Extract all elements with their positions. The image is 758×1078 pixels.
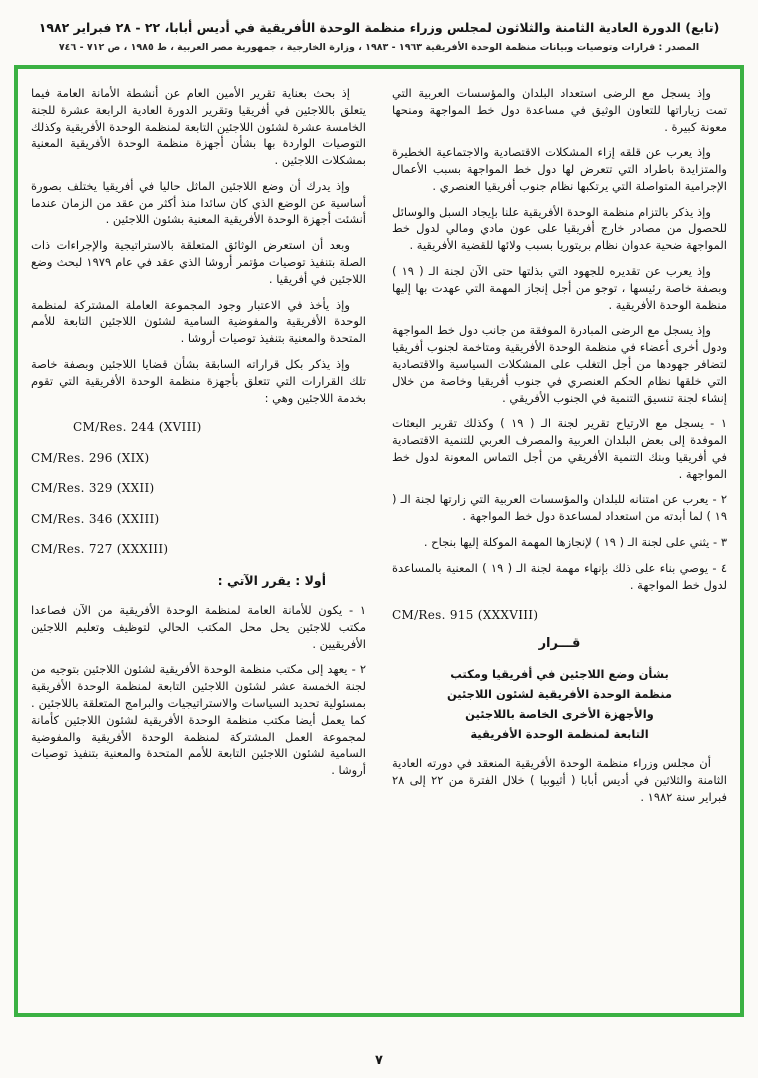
page-number: ٧ [375, 1053, 383, 1068]
document-title: (تابع) الدورة العادية الثامنة والثلاثون لمجلس وزراء منظمة الوحدة الأفريقية في أديس أبابا، ٢٢ - ٢٨ فبراير ١٩٨٢ [38, 20, 720, 35]
paragraph-arusha-documents: وبعد أن استعرض الوثائق المتعلقة بالاستراتيجية والإجراءات ذات الصلة بتنفيذ توصيات مؤتمر أروشا الذي عقد في عام ١٩٧٩ لبحث وضع اللاجئين في أفريقيا . [31, 238, 366, 286]
decision-item-1: ١ - يكون للأمانة العامة لمنظمة الوحدة الأفريقية من الآن فصاعدا مكتب للاجئين يحل محل المكتب الحالي لتوظيف وتعليم اللاجئين الأفريقيين . [31, 603, 366, 651]
paragraph-frontline-initiative: وإذ يسجل مع الرضى المبادرة الموفقة من جانب دول خط المواجهة ودول أخرى أعضاء في منظمة الوحدة الأفريقية ومتاخمة لجنوب أفريقيا لتضافر جهودها من أجل التغلب على المشكلات السياسية والاقتصادية التي خلقها نظام الحكم العنصري في جنوب أفريقيا وخاصة من خلال إنشاء لجنة تنسيق التنمية في الجنوب الأفريقي . [392, 323, 727, 405]
numbered-item-2: ٢ - يعرب عن امتنانه للبلدان والمؤسسات العربية التي زارتها لجنة الـ ( ١٩ ) لما أبدته من استعداد لمساعدة دول خط المواجهة . [392, 492, 727, 524]
resolution-reference-915: CM/Res. 915 (XXXVIII) [392, 608, 539, 623]
two-column-layout [31, 85, 727, 1003]
numbered-item-1: ١ - يسجل مع الارتياح تقرير لجنة الـ ( ١٩ ) وكذلك تقرير البعثات الموفدة إلى بعض البلدان العربية والمصرف العربي للتنمية الاقتصادية في أفريقيا وبنك التنمية الأفريقي من أجل التماس المعونة لدول خط المواجهة . [392, 416, 727, 481]
resolution-reference-329: CM/Res. 329 (XXII) [31, 481, 155, 496]
paragraph-committee-19-appreciation: وإذ يعرب عن تقديره للجهود التي بذلتها حتى الآن لجنة الـ ( ١٩ ) وبصفة خاصة رئيسها ، توجو من أجل إنجاز المهمة التي عهدت بها إليها منظمة الوحدة الأفريقية . [392, 264, 727, 312]
decision-heading: قـــرار [538, 635, 581, 651]
paragraph-refugee-situation: وإذ يدرك أن وضع اللاجئين الماثل حاليا في أفريقيا يختلف بصورة أساسية عن الوضع الذي كان سائدا منذ أكثر من عقد من الزمان عندما أنشئت أجهزة الوحدة الأفريقية المعنية بشئون اللاجئين . [31, 178, 366, 227]
decision-title-line-4: التابعة لمنظمة الوحدة الأفريقية [470, 727, 649, 742]
resolution-reference-296: CM/Res. 296 (XIX) [31, 450, 150, 465]
numbered-item-4: ٤ - يوصي بناء على ذلك بإنهاء مهمة لجنة الـ ( ١٩ ) المعنية بالمساعدة لدول خط المواجهة . [392, 560, 727, 592]
decision-item-2: ٢ - يعهد إلى مكتب منظمة الوحدة الأفريقية لشئون اللاجئين بتوجيه من لجنة الخمسة عشر لشئون اللاجئين التابعة لمنظمة الوحدة الأفريقية بمسئولية تحديد السياسات والاستراتيجيات والبرامج المتعلقة باللاجئين . كما يعمل أيضا مكتب منظمة الوحدة الأفريقية لشئون اللاجئين كأمانة لمجموعة العمل المشتركة لمنظمة الوحدة الأفريقية والمفوضية السامية لشئون اللاجئين التابعة للأمم المتحدة والمعنية بتنفيذ توصيات أروشا . [31, 662, 366, 778]
source-citation: المصدر : قرارات وتوصيات وبيانات منظمة الوحدة الأفريقية ١٩٦٣ - ١٩٨٣ ، وزارة الخارجية ، جمهورية مصر العربية ، ط ١٩٨٥ ، ص ٧١٢ - ٧٤٦ [58, 42, 700, 53]
decision-title-line-3: والأجهزة الأخرى الخاصة باللاجئين [465, 707, 654, 722]
resolution-reference-list [31, 419, 366, 559]
paragraph-sg-report: إذ بحث بعناية تقرير الأمين العام عن أنشطة الأمانة العامة فيما يتعلق باللاجئين في أفريقيا وتقرير الدورة العادية الرابعة عشرة للجنة الخامسة عشرة لشئون اللاجئين التابعة لمنظمة الوحدة الأفريقية وكذلك التوصيات الواردة بها بشأن أجهزة منظمة الوحدة الأفريقية المعنية بمشكلات اللاجئين . [31, 86, 366, 168]
paragraph-oau-commitment: وإذ يذكر بالتزام منظمة الوحدة الأفريقية علنا بإيجاد السبل والوسائل للحصول من مصادر خارج أفريقيا على عون مادي ومالي لدول خط المواجهة ضحية عدوان نظام بريتوريا بسبب ولائها للقضية الأفريقية . [392, 204, 727, 253]
page-header [14, 20, 744, 53]
decision-title-block [392, 664, 727, 745]
paragraph-joint-working-group: وإذ يأخذ في الاعتبار وجود المجموعة العاملة المشتركة لمنظمة الوحدة الأفريقية والمفوضية السامية لشئون اللاجئين التابعة للأمم المتحدة والمعنية بتنفيذ توصيات أروشا . [31, 297, 366, 346]
paragraph-economic-concern: وإذ يعرب عن قلقه إزاء المشكلات الاقتصادية والاجتماعية الخطيرة والمتزايدة باطراد التي تتعرض لها دول خط المواجهة بسبب الأعمال الإجرامية المتواصلة التي يرتكبها نظام جنوب أفريقيا العنصري . [392, 145, 727, 193]
decision-title-line-1: بشأن وضع اللاجئين في أفريقيا ومكتب [450, 666, 669, 681]
right-column [392, 85, 727, 1003]
resolution-reference-727: CM/Res. 727 (XXXIII) [31, 542, 169, 557]
decision-title-line-2: منظمة الوحدة الأفريقية لشئون اللاجئين [446, 686, 673, 701]
green-content-frame [14, 65, 744, 1017]
resolution-reference-244: CM/Res. 244 (XVIII) [73, 420, 202, 435]
left-column [31, 85, 366, 1003]
decides-heading: أولا : يقرر الآتي : [217, 572, 326, 588]
paragraph-satisfaction-arab-states: وإذ يسجل مع الرضى استعداد البلدان والمؤسسات العربية التي تمت زياراتها للتعاون الوثيق في مساعدة دول خط المواجهة ومنحها معونة كبيرة . [392, 86, 727, 134]
resolution-reference-346: CM/Res. 346 (XXIII) [31, 511, 160, 526]
paragraph-previous-resolutions: وإذ يذكر بكل قراراته السابقة بشأن قضايا اللاجئين وبصفة خاصة تلك القرارات التي تتعلق بأجهزة منظمة الوحدة الأفريقية التي تقوم بخدمة اللاجئين وهي : [31, 356, 366, 405]
numbered-item-3: ٣ - يثني على لجنة الـ ( ١٩ ) لإنجازها المهمة الموكلة إليها بنجاح . [423, 534, 727, 549]
paragraph-council-session: أن مجلس وزراء منظمة الوحدة الأفريقية المنعقد في دورته العادية الثامنة والثلاثين في أديس أبابا ( أثيوبيا ) خلال الفترة من ٢٢ إلى ٢٨ فبراير سنة ١٩٨٢ . [392, 756, 727, 804]
